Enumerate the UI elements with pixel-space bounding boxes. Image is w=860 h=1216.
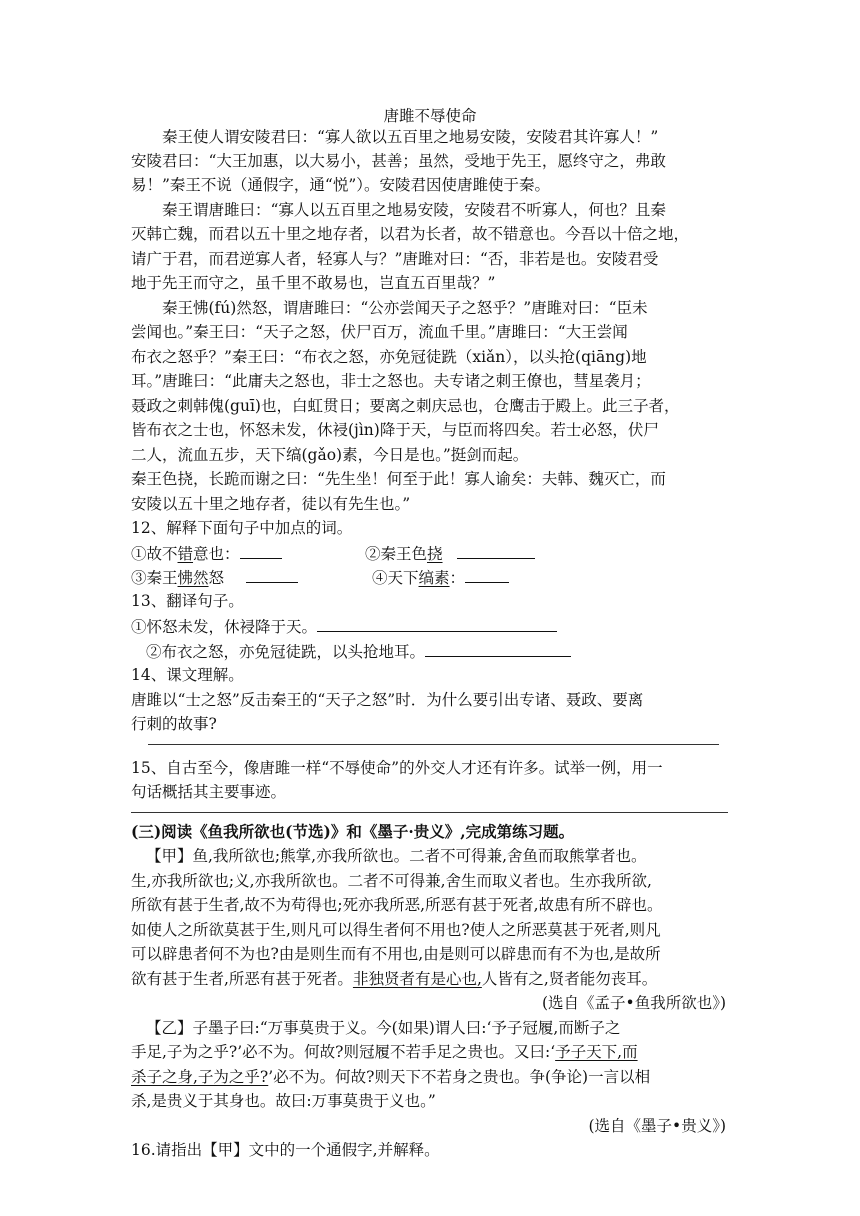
passage-line: 地于先王而守之，虽千里不敢易也，岂直五百里哉？”: [131, 274, 496, 292]
passage-line: 秦王怫(fú)然怒，谓唐雎曰：“公亦尝闻天子之怒乎？”唐雎对曰：“臣未: [162, 299, 648, 317]
passage-line: 秦王色挠，长跪而谢之曰：“先生坐！何至于此！寡人谕矣：夫韩、魏灭亡，而: [131, 470, 666, 488]
passage-line: 请广于君，而君逆寡人者，轻寡人与？”唐雎对曰：“否，非若是也。安陵君受: [131, 250, 659, 268]
passage-line: 聂政之刺韩傀(guī)也，白虹贯日；要离之刺庆忌也，仓鹰击于殿上。此三子者，: [131, 397, 680, 415]
passage-line: 皆布衣之士也，怀怒未发，休祲(jìn)降于天，与臣而将四矣。若士必怒，伏尸: [131, 421, 659, 439]
sentence-text: ②布衣之怒，亦免冠徒跣，以头抢地耳。: [146, 643, 426, 661]
jia-passage-line: 所欲有甚于生者,故不为苟得也;死亦我所恶,所恶有甚于死者,故患有所不辟也。: [131, 896, 663, 914]
passage-line: 易！”秦王不说（通假字，通“悦”）。安陵君因使唐雎使于秦。: [131, 176, 551, 194]
answer-line[interactable]: [148, 744, 719, 745]
question-14-label: 14、课文理解。: [131, 666, 244, 684]
jia-passage-line: 如使人之所欲莫甚于生,则凡可以得生者何不用也?使人之所恶莫甚于死者,则凡: [131, 921, 661, 939]
answer-blank[interactable]: [465, 567, 509, 583]
question-16-text: 16.请指出【甲】文中的一个通假字,并解释。: [131, 1141, 440, 1159]
passage-text: 人皆有之,贤者能勿丧耳。: [481, 970, 658, 988]
passage-text: 手足,子为之乎?’必不为。何故?则冠履不若手足之贵也。又曰:‘: [131, 1043, 556, 1061]
item-text: 意也：: [193, 545, 240, 563]
underlined-sentence: 予子天下,而: [555, 1043, 638, 1061]
passage-text: 欲有甚于生者,所恶有甚于死者。: [131, 970, 353, 988]
passage-line: 尝闻也。”秦王曰：“天子之怒，伏尸百万，流血千里。”唐雎曰：“大王尝闻: [131, 323, 628, 341]
passage-line: 安陵以五十里之地存者，徒以有先生也。”: [131, 495, 411, 513]
passage-line: 二人，流血五步，天下缟(gǎo)素，今日是也。”挺剑而起。: [131, 446, 529, 464]
emphasized-word: 错: [177, 545, 194, 563]
passage-line: 秦王谓唐雎曰：“寡人以五百里之地易安陵，安陵君不听寡人，何也？且秦: [162, 201, 666, 219]
sentence-text: ①怀怒未发，休祲降于天。: [131, 618, 318, 636]
passage-line: 秦王使人谓安陵君曰：“寡人欲以五百里之地易安陵，安陵君其许寡人！”: [162, 128, 659, 146]
jia-passage-line: 【甲】鱼,我所欲也;熊掌,亦我所欲也。二者不可得兼,舍鱼而取熊掌者也。: [146, 847, 647, 865]
answer-blank[interactable]: [246, 567, 298, 583]
answer-blank[interactable]: [457, 543, 535, 559]
jia-passage-line: 可以辟患者何不为也?由是则生而有不用也,由是则可以辟患而有不为也,是故所: [131, 945, 661, 963]
question-12-item-d: [372, 567, 509, 588]
question-12-item-b: [365, 543, 535, 564]
underlined-sentence: 杀子之身,子为之乎?: [131, 1068, 269, 1086]
question-12-label: 12、解释下面句子中加点的词。: [131, 519, 353, 537]
passage-line: 耳。”唐雎曰：“此庸夫之怒也，非士之怒也。夫专诸之刺王僚也，彗星袭月；: [131, 372, 651, 390]
answer-line[interactable]: [131, 812, 728, 813]
item-text: ：: [449, 569, 466, 587]
yi-passage-line: 杀,是贵义于其身也。故曰:万事莫贵于义也。”: [131, 1092, 436, 1110]
yi-source: (选自《墨子•贵义》): [588, 1117, 726, 1135]
yi-passage-line: 【乙】子墨子曰:“万事莫贵于义。今(如果)谓人曰:‘予子冠履,而断子之: [146, 1019, 621, 1037]
item-text: ③秦王: [131, 569, 178, 587]
question-12-item-a: [131, 543, 282, 564]
emphasized-word: 怫然: [177, 569, 209, 587]
jia-source: (选自《孟子•鱼我所欲也》): [542, 994, 726, 1012]
yi-passage-line: [131, 1067, 650, 1087]
emphasized-word: 缟素: [418, 569, 450, 587]
item-text: ②秦王色: [365, 545, 428, 563]
jia-passage-line: 生,亦我所欲也;义,亦我所欲也。二者不可得兼,舍生而取义者也。生亦我所欲,: [131, 872, 652, 890]
item-text: ④天下: [372, 569, 419, 587]
question-14-text: 唐雎以“士之怒”反击秦王的“天子之怒”时．为什么要引出专诸、聂政、要离: [131, 691, 644, 709]
question-15-text: 句话概括其主要事迹。: [131, 783, 287, 801]
item-text: ①故不: [131, 545, 178, 563]
section-3-heading: (三)阅读《鱼我所欲也(节选)》和《墨子·贵义》,完成第练习题。: [131, 822, 575, 841]
emphasized-word: 挠: [427, 545, 443, 563]
passage-title: 唐雎不辱使命: [383, 107, 477, 125]
question-13-label: 13、翻译句子。: [131, 592, 244, 610]
passage-line: 布衣之怒乎？”秦王曰：“布衣之怒，亦免冠徒跣（xiǎn），以头抢(qiāng)地: [131, 348, 647, 366]
underlined-sentence: 非独贤者有是心也,: [352, 970, 482, 988]
jia-passage-line: [131, 969, 657, 989]
answer-blank[interactable]: [240, 543, 282, 559]
answer-blank[interactable]: [317, 616, 557, 632]
item-text: 怒: [208, 569, 225, 587]
passage-text: ’必不为。何故?则天下不若身之贵也。争(争论)一言以相: [268, 1068, 651, 1086]
question-12-item-c: [131, 567, 298, 588]
question-13-sentence-2: [146, 641, 571, 662]
question-13-sentence-1: [131, 616, 557, 637]
question-14-text: 行刺的故事?: [131, 715, 217, 733]
question-15-text: 15、自古至今，像唐雎一样“不辱使命”的外交人才还有许多。试举一例，用一: [131, 759, 663, 777]
passage-line: 安陵君曰：“大王加惠，以大易小，甚善；虽然，受地于先王，愿终守之，弗敢: [131, 152, 666, 170]
yi-passage-line: [131, 1042, 638, 1062]
passage-line: 灭韩亡魏，而君以五十里之地存者，以君为长者，故不错意也。今吾以十倍之地，: [131, 225, 690, 243]
answer-blank[interactable]: [425, 641, 571, 657]
